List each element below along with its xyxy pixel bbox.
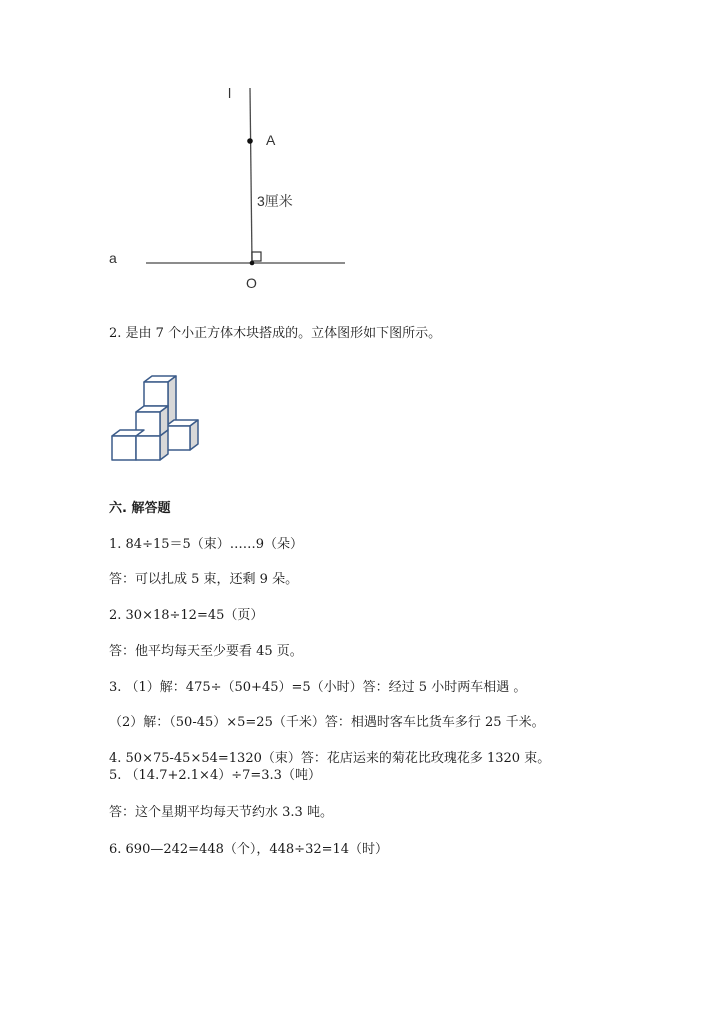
answer-line-5: 3. （1）解：475÷（50+45）=5（小时）答：经过 5 小时两车相遇 。 [109, 680, 527, 695]
answer-line-6: （2）解：（50-45）×5=25（千米）答：相遇时客车比货车多行 25 千米。 [109, 715, 545, 730]
label-l: l [228, 85, 232, 101]
cube-stack-upper [144, 382, 168, 406]
cube-bottom-front [136, 436, 160, 460]
label-O: O [246, 275, 257, 291]
cube-stack-figure [108, 372, 203, 464]
answer-line-8: 5. （14.7+2.1×4）÷7=3.3（吨） [109, 768, 321, 783]
line-l [250, 88, 252, 263]
answer-line-10: 6. 690—242=448（个），448÷32=14（时） [109, 842, 389, 857]
cube-right-front [166, 426, 190, 450]
label-A: A [266, 132, 276, 148]
question-2-text: 2. 是由 7 个小正方体木块搭成的。立体图形如下图所示。 [109, 326, 442, 341]
answer-line-9: 答：这个星期平均每天节约水 3.3 吨。 [109, 805, 333, 820]
label-distance: 3厘米 [257, 193, 293, 209]
answer-line-2: 答：可以扎成 5 束，还剩 9 朵。 [109, 572, 299, 587]
cube-left-front [112, 436, 136, 460]
answer-line-4: 答：他平均每天至少要看 45 页。 [109, 644, 303, 659]
point-O [250, 261, 255, 266]
cube-right-side [190, 420, 198, 450]
label-a: a [109, 250, 117, 266]
perpendicular-diagram [100, 80, 360, 295]
answer-line-7: 4. 50×75-45×54=1320（束）答：花店运来的菊花比玫瑰花多 1320 束。 [109, 751, 551, 766]
cube-bottom-side [160, 430, 168, 460]
section-6-title: 六. 解答题 [109, 501, 171, 516]
right-angle-mark [252, 252, 261, 261]
answer-line-1: 1. 84÷15＝5（束）……9（朵） [109, 537, 304, 552]
answer-line-3: 2. 30×18÷12=45（页） [109, 608, 264, 623]
point-A [247, 138, 253, 144]
